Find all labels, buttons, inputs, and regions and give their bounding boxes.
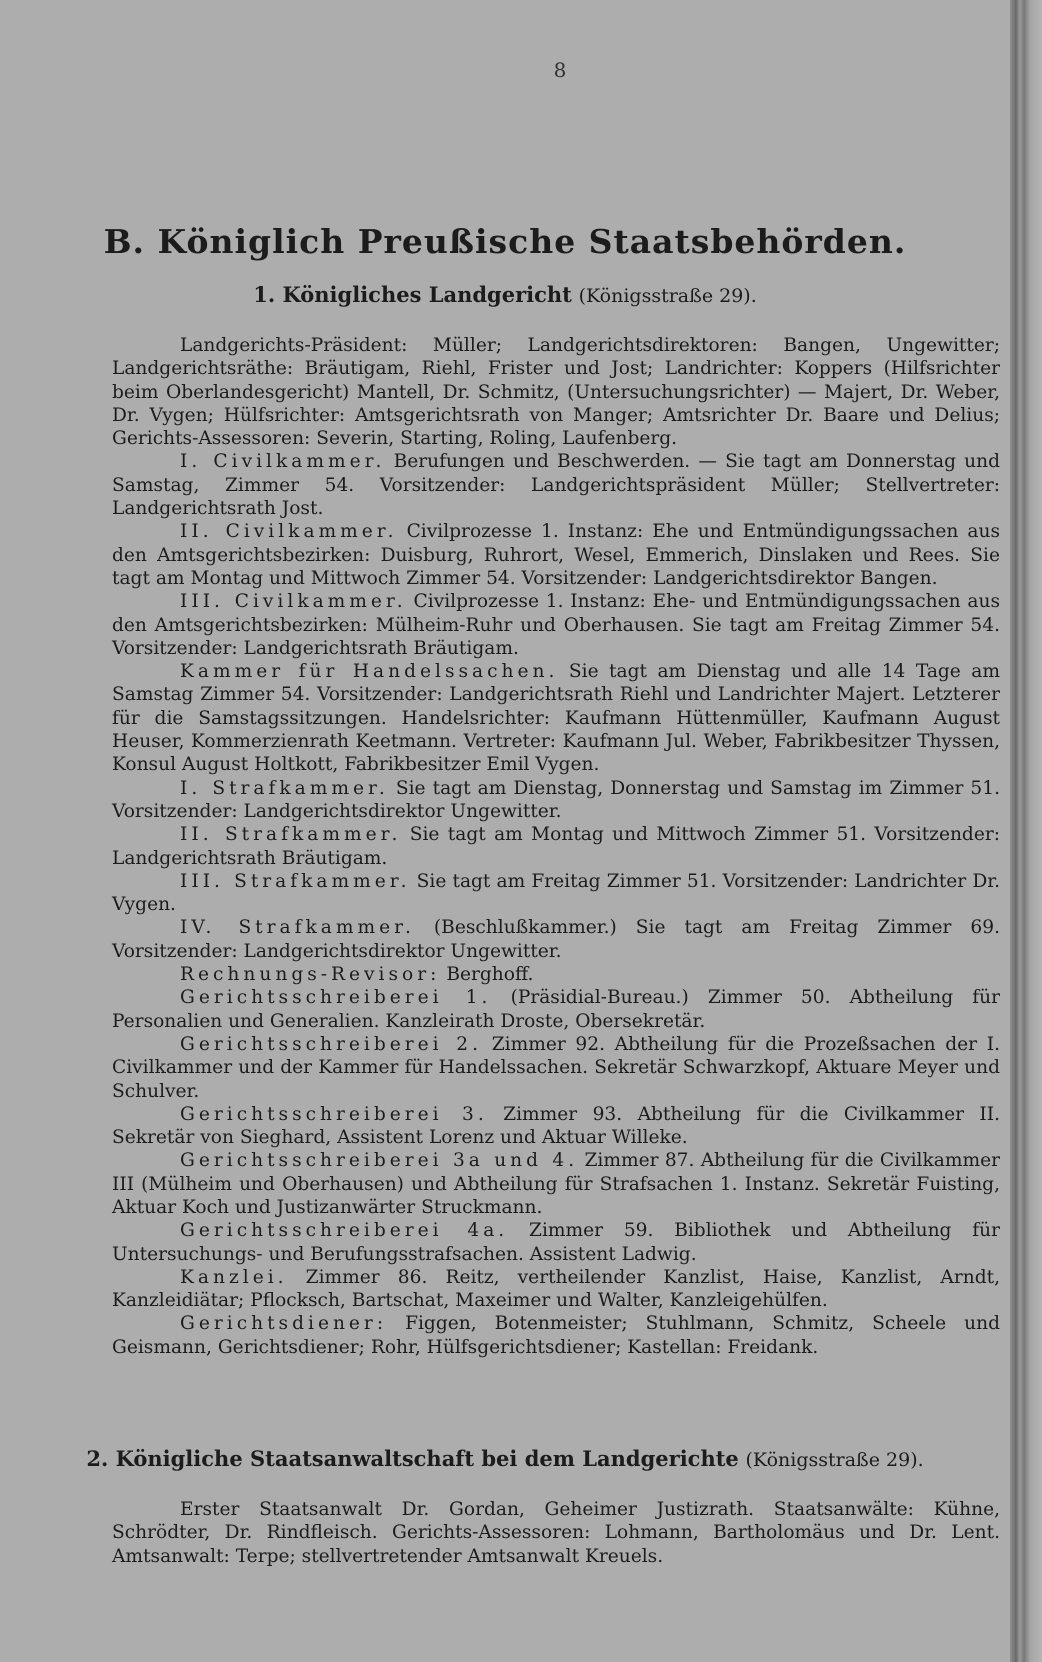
page-number: 8 [553, 58, 567, 82]
book-spine-edge [1010, 0, 1042, 1662]
paragraph-label: Gerichtsschreiberei 2. [180, 1033, 483, 1055]
paragraph-text: Civilprozesse 1. Instanz: Ehe- und Entmündigungssachen aus den Amtsgerichtsbezirken: Mülheim-Ruhr und Oberhausen. Sie tagt am Freitag Zimmer 54. Vorsitzender: Landgerichtsrath Bräutigam. [112, 591, 1000, 659]
paragraph [112, 334, 1000, 450]
paragraph-label: IV. Strafkammer. [180, 917, 415, 939]
paragraph [112, 1312, 1000, 1359]
paragraph-text: Sie tagt am Freitag Zimmer 51. Vorsitzender: Landrichter Dr. Vygen. [112, 870, 1000, 916]
paragraph-label: Gerichtsschreiberei 4a. [180, 1220, 509, 1242]
paragraph [112, 963, 1000, 986]
paragraph-text: Erster Staatsanwalt Dr. Gordan, Geheimer Justizrath. Staatsanwälte: Kühne, Schrödter, Dr. Rindfleisch. Gerichts-Assessoren: Lohmann, Bartholomäus und Dr. Lent. Amtsanwalt: Terpe; stellvertretender Amtsanwalt Kreuels. [112, 1499, 1000, 1567]
paragraph [112, 1498, 1000, 1568]
paragraph [112, 870, 1000, 917]
section-2-address: (Königsstraße 29). [745, 1449, 924, 1471]
paragraph-text: Berufungen und Beschwerden. — Sie tagt am Donnerstag und Samstag, Zimmer 54. Vorsitzender: Landgerichtspräsident Müller; Stellvertreter: Landgerichtsrath Jost. [112, 451, 1000, 520]
paragraph-label: Rechnungs-Revisor: [180, 964, 441, 986]
page-title: B. Königlich Preußische Staatsbehörden. [103, 222, 907, 261]
paragraph-label: I. Strafkammer. [180, 777, 389, 799]
paragraph-text: Zimmer 92. Abtheilung für die Prozeßsachen der I. Civilkammer und der Kammer für Handelssachen. Sekretär Schwarzkopf, Aktuare Meyer und Schulver. [112, 1033, 1001, 1102]
section-1-title: 1. Königliches Landgericht [253, 282, 572, 307]
paragraph-label: Kammer für Handelssachen. [180, 661, 559, 683]
paragraph-label: Gerichtsschreiberei 3. [180, 1103, 488, 1125]
section-2-body [112, 1498, 1000, 1568]
paragraph-label: Gerichtsschreiberei 3a und 4. [180, 1150, 579, 1172]
paragraph [112, 916, 1000, 963]
paragraph-text: (Beschlußkammer.) Sie tagt am Freitag Zimmer 69. Vorsitzender: Landgerichtsdirektor Ungewitter. [112, 917, 1000, 962]
paragraph-text: Sie tagt am Montag und Mittwoch Zimmer 51. Vorsitzender: Landgerichtsrath Bräutigam. [112, 824, 1000, 869]
section-1-heading [0, 282, 1010, 307]
paragraph [112, 1266, 1000, 1313]
paragraph-text: Zimmer 87. Abtheilung für die Civilkammer III (Mülheim und Oberhausen) und Abtheilung für Strafsachen 1. Instanz. Sekretär Fuisting, Aktuar Koch und Justizanwärter Struckmann. [112, 1150, 1000, 1218]
paragraph [112, 450, 1000, 520]
paragraph [112, 823, 1000, 870]
paragraph [112, 1033, 1000, 1103]
section-2-heading [0, 1446, 1010, 1471]
paragraph-label: II. Strafkammer. [180, 824, 402, 846]
paragraph-label: III. Civilkammer. [180, 591, 407, 613]
paragraph-text: Sie tagt am Dienstag und alle 14 Tage am Samstag Zimmer 54. Vorsitzender: Landgerichtsrath Riehl und Landrichter Majert. Letzterer für die Samstagssitzungen. Handelsrichter: Kaufmann Hüttenmüller, Kaufmann August Heuser, Kommerzienrath Keetmann. Vertreter: Kaufmann Jul. Weber, Fabrikbesitzer Thyssen, Konsul August Holtkott, Fabrikbesitzer Emil Vygen. [112, 661, 1000, 776]
section-1-address: (Königsstraße 29). [578, 285, 757, 307]
paragraph-label: II. Civilkammer. [180, 521, 398, 543]
paragraph-text: Landgerichts-Präsident: Müller; Landgerichtsdirektoren: Bangen, Ungewitter; Landgerichtsräthe: Bräutigam, Riehl, Frister und Jost; Landrichter: Koppers (Hilfsrichter beim Oberlandesgericht) Mantell, Dr. Schmitz, (Untersuchungsrichter) — Majert, Dr. Weber, Dr. Vygen; Hülfsrichter: Amtsgerichtsrath von Manger; Amtsrichter Dr. Baare und Delius; Gerichts-Assessoren: Severin, Starting, Roling, Laufenberg. [112, 335, 1000, 450]
paragraph [112, 520, 1000, 590]
paragraph [112, 777, 1000, 824]
paragraph-text: Zimmer 59. Bibliothek und Abtheilung für Untersuchungs- und Berufungsstrafsachen. Assistent Ladwig. [112, 1220, 1000, 1265]
paragraph [112, 986, 1000, 1033]
section-1-body [112, 334, 1000, 1359]
paragraph [112, 1219, 1000, 1266]
paragraph-text: Berghoff. [446, 964, 534, 986]
paragraph [112, 1103, 1000, 1150]
paragraph-label: I. Civilkammer. [180, 451, 386, 473]
paragraph-text: Zimmer 93. Abtheilung für die Civilkammer II. Sekretär von Sieghard, Assistent Lorenz und Aktuar Willeke. [112, 1103, 1000, 1149]
paragraph-label: Gerichtsdiener: [180, 1313, 388, 1335]
paragraph-text: Sie tagt am Dienstag, Donnerstag und Samstag im Zimmer 51. Vorsitzender: Landgerichtsdirektor Ungewitter. [112, 777, 1001, 822]
paragraph-text: Zimmer 86. Reitz, vertheilender Kanzlist, Haise, Kanzlist, Arndt, Kanzleidiätar; Pflocksch, Bartschat, Maxeimer und Walter, Kanzleigehülfen. [112, 1266, 1000, 1312]
paragraph-text: (Präsidial-Bureau.) Zimmer 50. Abtheilung für Personalien und Generalien. Kanzleirath Droste, Obersekretär. [112, 987, 1000, 1032]
paragraph [112, 660, 1000, 776]
paragraph-label: Kanzlei. [180, 1266, 288, 1288]
paragraph-label: Gerichtsschreiberei 1. [180, 987, 492, 1009]
paragraph-text: Figgen, Botenmeister; Stuhlmann, Schmitz, Scheele und Geismann, Gerichtsdiener; Rohr, Hülfsgerichtsdiener; Kastellan: Freidank. [112, 1313, 1000, 1358]
section-2-title: 2. Königliche Staatsanwaltschaft bei dem Landgerichte [86, 1446, 739, 1471]
paragraph-text: Civilprozesse 1. Instanz: Ehe und Entmündigungssachen aus den Amtsgerichtsbezirken: Duisburg, Ruhrort, Wesel, Emmerich, Dinslaken und Rees. Sie tagt am Montag und Mittwoch Zimmer 54. Vorsitzender: Landgerichtsdirektor Bangen. [112, 521, 1000, 589]
paragraph-label: III. Strafkammer. [180, 870, 411, 892]
paragraph [112, 590, 1000, 660]
paragraph [112, 1149, 1000, 1219]
